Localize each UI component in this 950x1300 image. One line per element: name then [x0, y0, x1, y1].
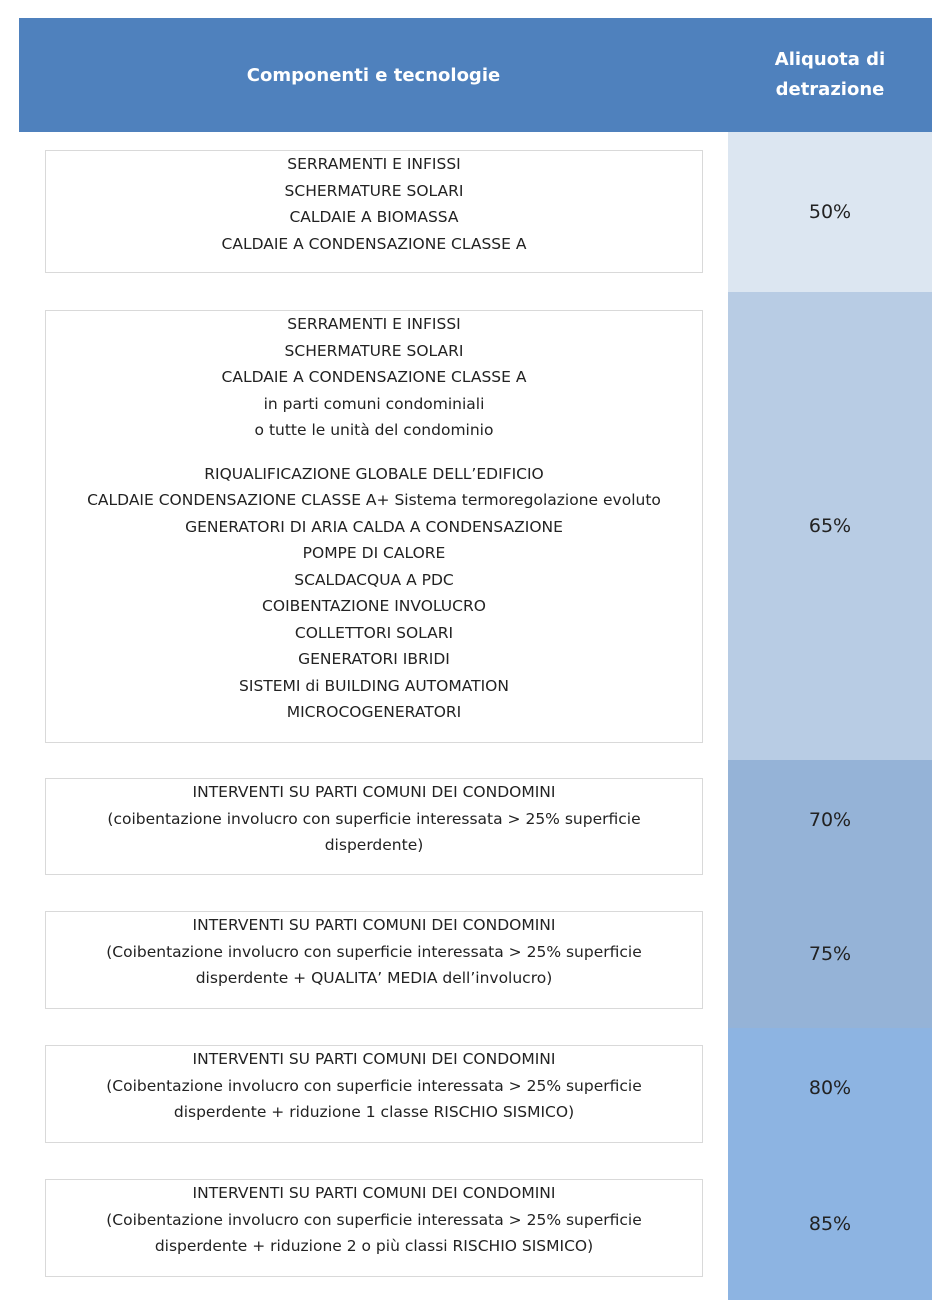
- component-line: CALDAIE A CONDENSAZIONE CLASSE A: [221, 368, 527, 386]
- rate-cell: [728, 760, 932, 880]
- rate-value: 75%: [808, 943, 852, 965]
- component-line: SCALDACQUA A PDC: [294, 570, 454, 589]
- component-line: SISTEMI di BUILDING AUTOMATION: [239, 676, 509, 695]
- rate-value: 65%: [808, 515, 852, 537]
- rate-cell: [728, 132, 932, 292]
- rate-value: 50%: [808, 201, 852, 223]
- component-line: disperdente + riduzione 1 classe RISCHIO SISMICO): [173, 1103, 575, 1121]
- component-line: SERRAMENTI E INFISSI: [287, 315, 461, 333]
- component-line: INTERVENTI SU PARTI COMUNI DEI CONDOMINI: [192, 916, 556, 934]
- component-line: SCHERMATURE SOLARI: [284, 181, 464, 200]
- component-line: MICROCOGENERATORI: [286, 703, 462, 721]
- components-cell: [45, 1179, 703, 1277]
- component-line: CALDAIE CONDENSAZIONE CLASSE A+ Sistema termoregolazione evoluto: [87, 491, 661, 509]
- component-line: disperdente + riduzione 2 o più classi RISCHIO SISMICO): [154, 1237, 594, 1255]
- header-rate-line2: detrazione: [775, 79, 885, 100]
- component-line: POMPE DI CALORE: [302, 544, 446, 562]
- component-line: (Coibentazione involucro con superficie interessata > 25% superficie: [106, 1210, 642, 1229]
- component-line: (Coibentazione involucro con superficie interessata > 25% superficie: [106, 942, 642, 961]
- component-line: (Coibentazione involucro con superficie interessata > 25% superficie: [106, 1076, 642, 1095]
- component-line: RIQUALIFICAZIONE GLOBALE DELL’EDIFICIO: [204, 464, 544, 483]
- component-line: INTERVENTI SU PARTI COMUNI DEI CONDOMINI: [192, 1050, 556, 1068]
- header-components: Componenti e tecnologie: [246, 64, 501, 86]
- components-cell: [45, 1045, 703, 1143]
- component-line: INTERVENTI SU PARTI COMUNI DEI CONDOMINI: [192, 783, 556, 801]
- rate-value: 85%: [808, 1213, 852, 1235]
- rate-cell: [728, 1028, 932, 1148]
- component-line: disperdente): [324, 836, 424, 854]
- component-line: GENERATORI DI ARIA CALDA A CONDENSAZIONE: [185, 517, 563, 536]
- rate-cell: [728, 1148, 932, 1300]
- component-line: INTERVENTI SU PARTI COMUNI DEI CONDOMINI: [192, 1184, 556, 1202]
- rate-value: 70%: [808, 809, 852, 831]
- component-line: COIBENTAZIONE INVOLUCRO: [262, 597, 486, 615]
- component-line: CALDAIE A CONDENSAZIONE CLASSE A: [221, 234, 527, 253]
- component-line: o tutte le unità del condominio: [254, 421, 494, 439]
- rate-value: 80%: [808, 1077, 852, 1099]
- component-line: (coibentazione involucro con superficie interessata > 25% superficie: [107, 809, 641, 828]
- spacer: [46, 444, 702, 461]
- component-line: CALDAIE A BIOMASSA: [289, 208, 459, 226]
- header-rate-line1: Aliquota di: [774, 49, 886, 70]
- table-header: [19, 18, 932, 132]
- rate-cell: [728, 292, 932, 760]
- component-line: COLLETTORI SOLARI: [294, 623, 454, 642]
- components-cell: [45, 911, 703, 1009]
- component-line: GENERATORI IBRIDI: [298, 650, 450, 668]
- component-line: disperdente + QUALITA’ MEDIA dell’involucro): [195, 969, 553, 987]
- components-cell: [45, 778, 703, 875]
- header-rate: [728, 18, 932, 132]
- component-line: SCHERMATURE SOLARI: [284, 341, 464, 360]
- deduction-table: [19, 18, 932, 1300]
- rate-cell: [728, 880, 932, 1028]
- component-line: SERRAMENTI E INFISSI: [287, 155, 461, 173]
- component-line: in parti comuni condominiali: [263, 394, 485, 413]
- components-cell: [45, 150, 703, 273]
- components-cell: [45, 310, 703, 743]
